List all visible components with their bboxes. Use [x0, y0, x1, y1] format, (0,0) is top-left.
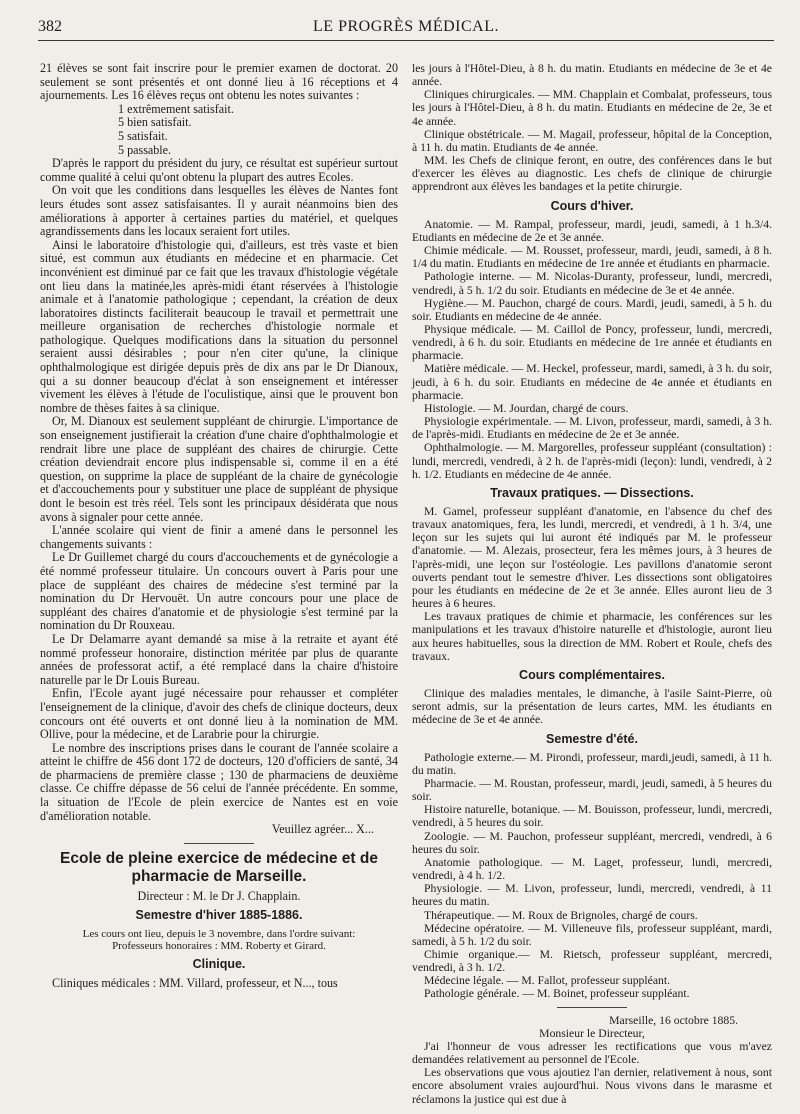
course-entry: Pharmacie. — M. Roustan, professeur, mardi, jeudi, samedi, à 5 heures du soir.	[412, 776, 772, 804]
paragraph: M. Gamel, professeur suppléant d'anatomie, en l'absence du chef des travaux anatomiques, fera, les lundi, mercredi, et vendredi, à 1 h. 3/4, une leçon sur les sujets qui lui auront été indiqués par M. le professeur d'anatomie. — M. Alezais, prosecteur, fera les mêmes jours, à 3 heures de l'après-midi, une leçon sur l'ostéologie. Les pavillons d'anatomie seront ouverts pendant tout le semestre d'hiver. Les dissections sont obligatoires pour les étudiants en médecine de 2e et 3e année. Elles auront lieu de 3 heures à 6 heures.	[412, 505, 772, 611]
paragraph: Cliniques chirurgicales. — MM. Chapplain et Combalat, professeurs, tous les jours à l'Hôtel-Dieu, à 8 h. du matin. Etudiants en médecine de 2e, 3e et 4e année.	[412, 88, 772, 128]
cours-complementaires-heading: Cours complémentaires.	[519, 667, 665, 682]
course-entry: Zoologie. — M. Pauchon, professeur suppléant, mercredi, vendredi, à 6 heures du soir.	[412, 829, 772, 856]
course-entry: Anatomie pathologique. — M. Laget, professeur, lundi, mercredi, vendredi, à 4 h. 1/2.	[412, 855, 772, 883]
courses-intro: Les cours ont lieu, depuis le 3 novembre, dans l'ordre suivant:	[82, 928, 356, 941]
course-entry: Physiologie expérimentale. — M. Livon, professeur, mardi, samedi, à 3 h. de l'après-midi. Etudiants en médecine de 2e et 3e année.	[412, 415, 772, 442]
paragraph: Cliniques médicales : MM. Villard, professeur, et N..., tous	[52, 975, 338, 990]
course-entry: Chimie médicale. — M. Rousset, professeur, mardi, jeudi, samedi, à 8 h. 1/4 du matin. Etudiants en médecine de 1re année et étudiants en pharmacie.	[412, 244, 772, 271]
page-header	[38, 14, 774, 41]
course-entry: Pathologie externe.— M. Pirondi, professeur, mardi,jeudi, samedi, à 11 h. du matin.	[412, 750, 772, 777]
clinique-heading: Clinique.	[192, 957, 246, 972]
paragraph: Or, M. Dianoux est seulement suppléant de chirurgie. L'importance de son enseignement justifierait la création d'une chaire d'ophthalmologie et rendrait libre une place de suppléant des chaires de chirurgie. Cette création deviendrait encore plus indispensable si, comme il en a été question, on supprime la place de suppléant de la chaire de gynécologie et d'accouchements pour y substituer une place de suppléant de physique dont le besoin est très réel. Tels sont les principaux désidérata que nous avons à signaler pour cette année.	[40, 414, 398, 524]
paragraph: 21 élèves se sont fait inscrire pour le premier examen de doctorat. 20 seulement se sont présentés et ont donné lieu à 16 réceptions et 4 ajournements. Les 16 élèves reçus ont obtenu les notes suivantes :	[40, 61, 398, 103]
paragraph: Les observations que vous ajoutiez l'an dernier, relativement à nous, sont encore absolument vraies aujourd'hui. Nous vivons dans le marasme et réclamons la justice qui est due à	[412, 1066, 772, 1106]
course-entry: Chimie organique.— M. Rietsch, professeur suppléant, mercredi, vendredi, à 3 h. 1/2.	[412, 948, 772, 975]
paragraph: Clinique obstétricale. — M. Magail, professeur, hôpital de la Conception, à 11 h. du matin. Etudiants de 4e année.	[412, 127, 772, 154]
cours-hiver-heading: Cours d'hiver.	[550, 198, 634, 213]
list-item: 5 passable.	[118, 142, 172, 157]
course-entry: Matière médicale. — M. Heckel, professeur, mardi, samedi, à 3 h. du soir, jeudi, à 6 h. du soir. Etudiants en médecine de 4e année et étudiants en pharmacie.	[412, 362, 772, 402]
letter-date: Marseille, 16 octobre 1885.	[609, 1013, 738, 1027]
course-entry: Anatomie. — M. Rampal, professeur, mardi, jeudi, samedi, à 1 h.3/4. Etudiants en médecine de 2e et 3e année.	[412, 217, 772, 244]
paragraph: Le Dr Guillemet chargé du cours d'accouchements et de gynécologie a été nommé professeur titulaire. Un concours ouvert à Paris pour une place de suppléant des chaires de médecine s'est terminé par la nomination du Dr Hervouët. Un autre concours pour une place de suppléant des chaires d'anatomie et de physiologie s'est terminé par la nomination du Dr Rouxeau.	[40, 550, 398, 633]
page-number: 382	[38, 18, 62, 35]
paragraph: L'année scolaire qui vient de finir a amené dans le personnel les changements suivants :	[40, 523, 398, 551]
directeur-line: Directeur : M. le Dr J. Chapplain.	[137, 888, 301, 903]
paragraph: Le nombre des inscriptions prises dans le courant de l'année scolaire a atteint le chiffre de 456 dont 172 de docteurs, 120 d'officiers de santé, 34 de pharmaciens de première classe ; 130 de pharmaciens de deuxième classe. Ce chiffre dépasse de 56 celui de l'année précédente. En somme, la situation de l'Ecole de plein exercice de Nantes est en voie d'amélioration notable.	[40, 740, 398, 823]
course-entry: Médecine opératoire. — M. Villeneuve fils, professeur suppléant, mardi, samedi, à 5 h. 1/2 du soir.	[412, 921, 772, 948]
notes-list	[118, 103, 398, 157]
list-item: 5 bien satisfait.	[118, 115, 192, 130]
course-entry: Histologie. — M. Jourdan, chargé de cours.	[424, 401, 629, 415]
section-divider	[557, 1007, 627, 1008]
semester-heading: Semestre d'hiver 1885-1886.	[135, 908, 303, 923]
course-entry: Physiologie. — M. Livon, professeur, lundi, mercredi, vendredi, à 11 heures du matin.	[412, 882, 772, 909]
paragraph: Ainsi le laboratoire d'histologie qui, d'ailleurs, est très vaste et bien situé, est commun aux étudiants en médecine et en pharmacie. Cet inconvénient est diminué par ce fait que les travaux d'histologie végétale ont lieu dans la matinée,les après-midi étant réservées à l'histologie animale et à l'anatomie pathologique ; cependant, la création de deux laboratoires distincts faciliterait beaucoup le travail et permettrait une meilleure organisation de recherches d'histologie normale et pathologique. Quelques modifications dans la situation du personnel seraient aussi désirables ; pour n'en citer qu'une, la clinique ophthalmologique est dirigée depuis près de dix ans par le Dr Dianoux, qui a su donner beaucoup d'éclat à son enseignement et intéresser vivement les élèves à l'étude de l'oculistique, ainsi que le prouvent bon nombre de thèses faites à sa clinique.	[40, 237, 398, 415]
paragraph: J'ai l'honneur de vous adresser les rectifications que vous m'avez demandées relativement au personnel de l'Ecole.	[412, 1039, 772, 1067]
paragraph: MM. les Chefs de clinique feront, en outre, des conférences dans le but d'exercer les élèves au diagnostic. Les chefs de clinique de chirurgie apprendront aux élèves les bandages et la petite chirurgie.	[412, 154, 772, 194]
course-entry: Ophthalmologie. — M. Margorelles, professeur suppléant (consultation) : lundi, mercredi, vendredi, à 2 h. de l'après-midi (leçon): lundi, vendredi, à 2 h. 1/2. Etudiants en médecine de 4e année.	[412, 441, 772, 481]
left-column	[40, 62, 398, 990]
travaux-pratiques-heading: Travaux pratiques. — Dissections.	[490, 485, 694, 500]
section-title: Ecole de pleine exercice de médecine et de pharmacie de Marseille.	[60, 849, 378, 885]
semestre-ete-heading: Semestre d'été.	[546, 731, 638, 746]
course-entry: Pathologie interne. — M. Nicolas-Duranty, professeur, lundi, mercredi, vendredi, à 5 h. 1/2 du soir. Etudiants en médecine de 3e et 4e année.	[412, 270, 772, 297]
running-title: LE PROGRÈS MÉDICAL.	[313, 18, 499, 35]
paragraph: Les travaux pratiques de chimie et pharmacie, les conférences sur les manipulations et les travaux d'histoire naturelle et d'histologie, auront lieu aux heures habituelles, sous la direction de MM. Robert et Roule, chefs des travaux.	[412, 610, 772, 663]
paragraph: Enfin, l'Ecole ayant jugé nécessaire pour rehausser et compléter l'enseignement de la clinique, d'avoir des chefs de clinique docteurs, deux concours ont été ouverts et ont donné lieu à la nomination de MM. Ollive, pour la médecine, et de Larabrie pour la chirurgie.	[40, 686, 398, 742]
course-entry: Hygiène.— M. Pauchon, chargé de cours. Mardi, jeudi, samedi, à 5 h. du soir. Etudiants en médecine de 4e année.	[412, 296, 772, 323]
course-entry: Histoire naturelle, botanique. — M. Bouisson, professeur, lundi, mercredi, vendredi, à 5 heures du soir.	[412, 803, 772, 830]
paragraph: Le Dr Delamarre ayant demandé sa mise à la retraite et ayant été nommé professeur honoraire, distinction méritée par plus de quarante années de professorat actif, a été remplacé dans la chaire d'histoire naturelle par le Dr Louis Bureau.	[40, 631, 398, 687]
paragraph: D'après le rapport du président du jury, ce résultat est supérieur surtout comme qualité à celui qu'ont obtenu la plupart des autres Ecoles.	[40, 156, 398, 184]
course-entry: Médecine légale. — M. Fallot, professeur suppléant.	[424, 974, 671, 988]
course-entry: Physique médicale. — M. Caillol de Poncy, professeur, lundi, mercredi, vendredi, à 6 h. du soir. Etudiants en médecine de 1re année et étudiants en pharmacie.	[412, 322, 772, 363]
course-entry: Pathologie générale. — M. Boinet, professeur suppléant.	[424, 987, 690, 1001]
course-entry: Clinique des maladies mentales, le dimanche, à l'asile Saint-Pierre, où seront admis, sur la présentation de leurs cartes, MM. les étudiants en médecine de 3e et 4e année.	[412, 687, 772, 727]
course-entry: Thérapeutique. — M. Roux de Brignoles, chargé de cours.	[424, 908, 698, 922]
list-item: 1 extrêmement satisfait.	[118, 101, 234, 116]
letter-salutation: Monsieur le Directeur,	[539, 1026, 645, 1040]
letter-signature: Veuillez agréer... X...	[271, 822, 374, 837]
honorary-professors: Professeurs honoraires : MM. Roberty et Girard.	[112, 940, 326, 953]
section-divider	[184, 843, 254, 844]
right-column	[412, 62, 772, 1106]
list-item: 5 satisfait.	[118, 128, 168, 143]
paragraph: On voit que les conditions dans lesquelles les élèves de Nantes font leurs études sont assez satisfaisantes. Il y aurait néanmoins bien des améliorations à apporter à certaines parties du matériel, et quelques agrandissements dans les locaux seraient fort utiles.	[40, 183, 398, 239]
paragraph: les jours à l'Hôtel-Dieu, à 8 h. du matin. Etudiants en médecine de 3e et 4e année.	[412, 62, 772, 89]
